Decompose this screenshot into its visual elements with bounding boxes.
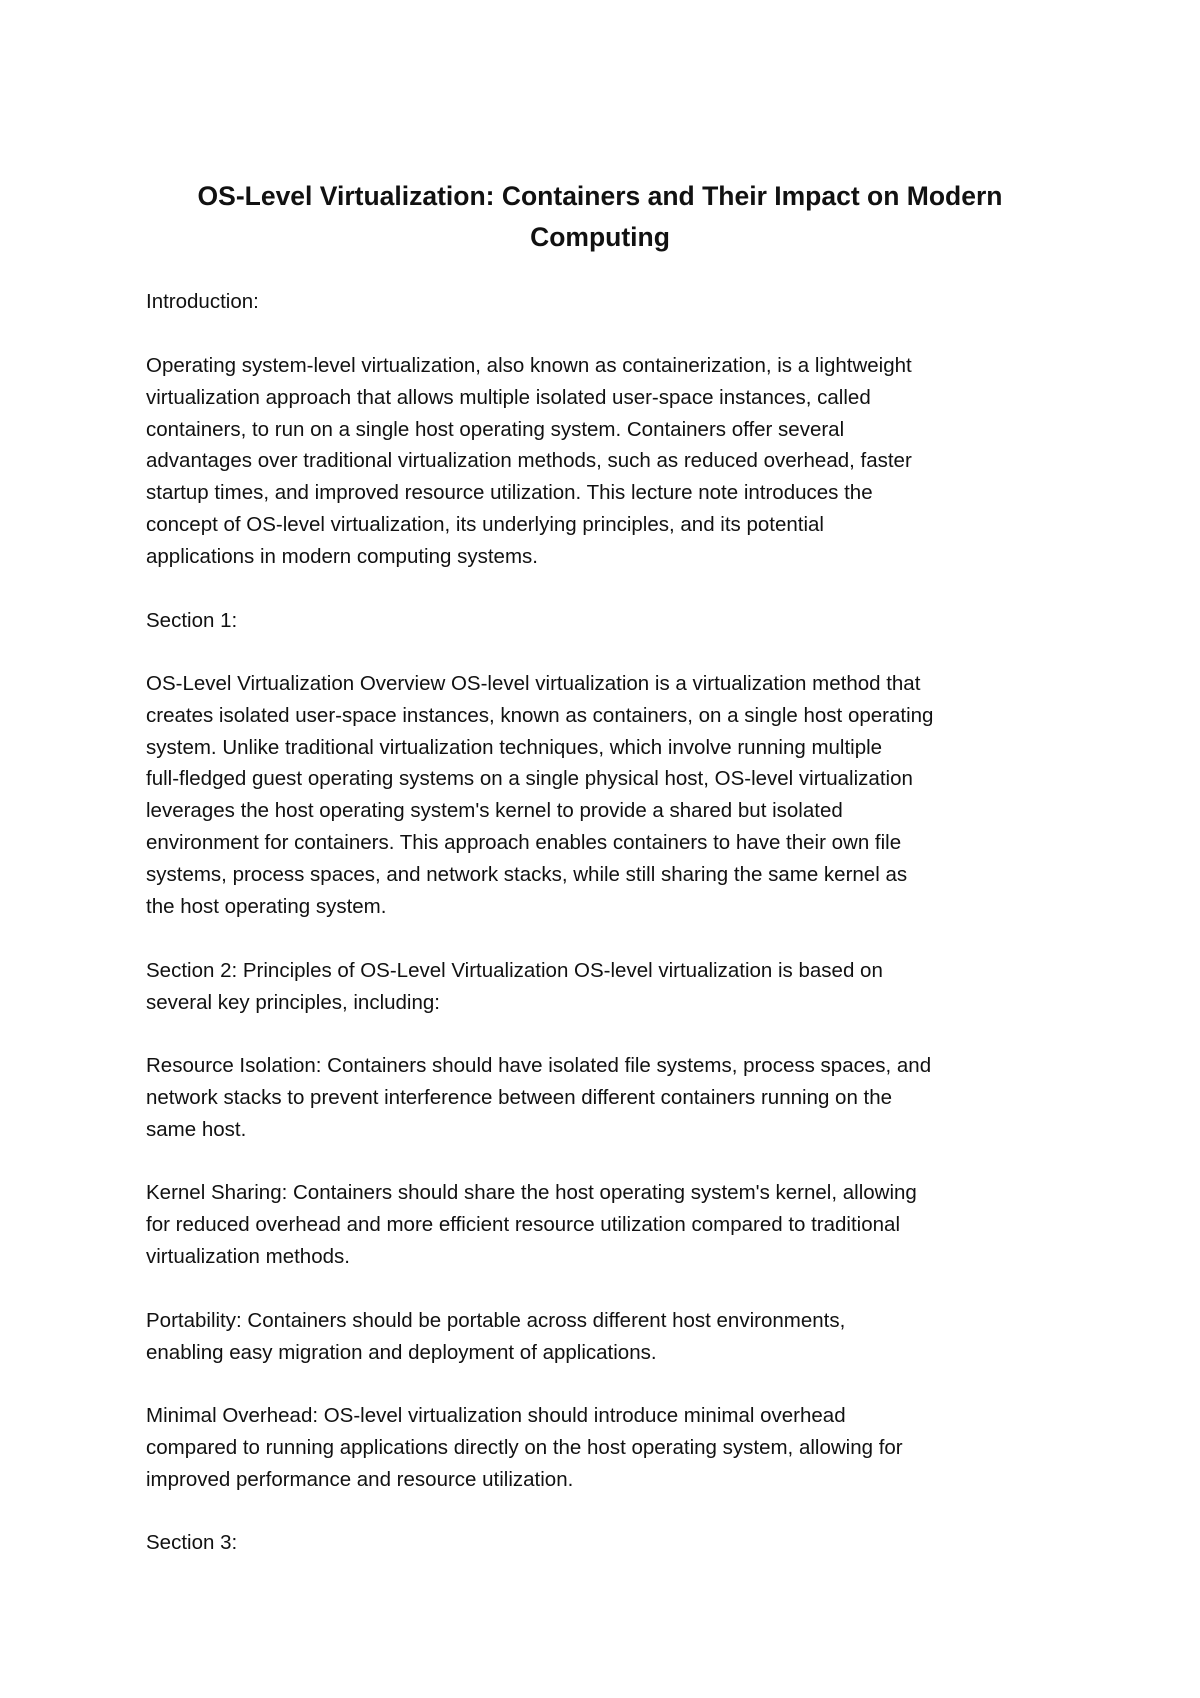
paragraph-line: virtualization methods. (146, 1244, 350, 1268)
section-3-heading: Section 3: (146, 1531, 238, 1554)
section-1-heading: Section 1: (146, 609, 238, 632)
paragraph-line: creates isolated user-space instances, known as containers, on a single host operating (146, 703, 934, 727)
paragraph-line: network stacks to prevent interference between different containers running on the (146, 1085, 893, 1109)
paragraph-line: for reduced overhead and more efficient resource utilization compared to traditional (146, 1212, 900, 1236)
paragraph-line: startup times, and improved resource utilization. This lecture note introduces the (146, 481, 873, 505)
paragraph-line: the host operating system. (146, 894, 387, 918)
paragraph-line: enabling easy migration and deployment of applications. (146, 1340, 657, 1364)
document-title-line: OS-Level Virtualization: Containers and Their Impact on Modern (197, 181, 1003, 211)
paragraph-line: Minimal Overhead: OS-level virtualization should introduce minimal overhead (146, 1404, 846, 1427)
paragraph-line: system. Unlike traditional virtualization techniques, which involve running multiple (146, 735, 883, 759)
paragraph-line: several key principles, including: (146, 990, 440, 1014)
paragraph-line: full-fledged guest operating systems on a single physical host, OS-level virtualization (146, 767, 913, 791)
paragraph-line: leverages the host operating system's kernel to provide a shared but isolated (146, 799, 843, 823)
portability-paragraph (146, 1305, 1076, 1369)
paragraph-line: Section 2: Principles of OS-Level Virtualization OS-level virtualization is based on (146, 959, 883, 982)
paragraph-line: Operating system-level virtualization, also known as containerization, is a lightweight (146, 354, 912, 377)
paragraph-line: improved performance and resource utilization. (146, 1467, 574, 1491)
kernel-sharing-paragraph (146, 1177, 1076, 1272)
paragraph-line: same host. (146, 1117, 247, 1141)
paragraph-line: environment for containers. This approach enables containers to have their own file (146, 830, 902, 854)
paragraph-line: Resource Isolation: Containers should have isolated file systems, process spaces, and (146, 1054, 932, 1077)
resource-isolation-paragraph (146, 1050, 1076, 1145)
paragraph-line: applications in modern computing systems. (146, 544, 538, 568)
paragraph-line: virtualization approach that allows multiple isolated user-space instances, called (146, 385, 871, 409)
paragraph-line: containers, to run on a single host operating system. Containers offer several (146, 417, 845, 441)
introduction-paragraph (146, 350, 1076, 573)
document-title (146, 176, 1054, 258)
paragraph-line: systems, process spaces, and network stacks, while still sharing the same kernel as (146, 862, 908, 886)
minimal-overhead-paragraph (146, 1400, 1076, 1495)
paragraph-line: concept of OS-level virtualization, its underlying principles, and its potential (146, 512, 824, 536)
document-title-line: Computing (530, 222, 670, 252)
paragraph-line: Portability: Containers should be portable across different host environments, (146, 1309, 846, 1332)
introduction-heading: Introduction: (146, 290, 259, 313)
paragraph-line: advantages over traditional virtualization methods, such as reduced overhead, faster (146, 449, 912, 473)
paragraph-line: compared to running applications directly on the host operating system, allowing for (146, 1435, 903, 1459)
section-1-paragraph (146, 668, 1076, 922)
paragraph-line: OS-Level Virtualization Overview OS-level virtualization is a virtualization method that (146, 672, 921, 695)
paragraph-line: Kernel Sharing: Containers should share the host operating system's kernel, allowing (146, 1181, 917, 1204)
section-2-paragraph (146, 955, 1076, 1019)
